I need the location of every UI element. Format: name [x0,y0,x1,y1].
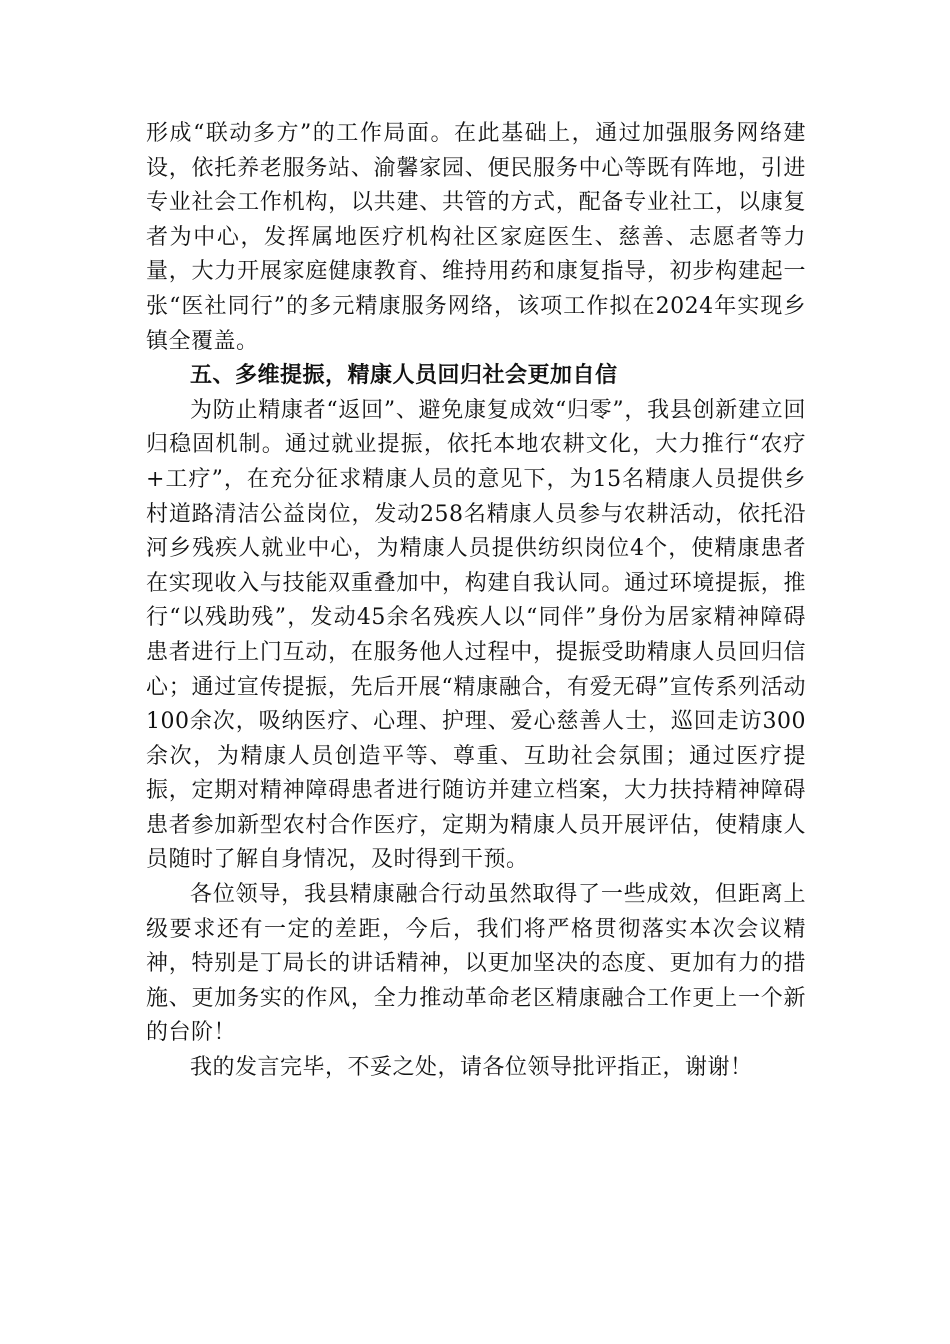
paragraph-network-building: 形成“联动多方”的工作局面。在此基础上，通过加强服务网络建设，依托养老服务站、渝馨家园、便民服务中心等既有阵地，引进专业社会工作机构，以共建、共管的方式，配备专业社工，以康复者为中心，发挥属地医疗机构社区家庭医生、慈善、志愿者等力量，大力开展家庭健康教育、维持用药和康复指导，初步构建起一张“医社同行”的多元精康服务网络，该项工作拟在2024年实现乡镇全覆盖。 [146,121,806,354]
paragraph-thanks: 我的发言完毕，不妥之处，请各位领导批评指正，谢谢！ [190,1055,753,1081]
paragraph-closing-remarks: 各位领导，我县精康融合行动虽然取得了一些成效，但距离上级要求还有一定的差距，今后，我们将严格贯彻落实本次会议精神，特别是丁局长的讲话精神，以更加坚决的态度、更加有力的措施、更加务实的作风，全力推动革命老区精康融合工作更上一个新的台阶！ [146,882,806,1046]
document-body [146,117,806,1086]
section-heading-five: 五、多维提振，精康人员回归社会更加自信 [190,363,618,389]
paragraph-return-mechanism: 为防止精康者“返回”、避免康复成效“归零”，我县创新建立回归稳固机制。通过就业提振，依托本地农耕文化，大力推行“农疗+工疗”，在充分征求精康人员的意见下，为15名精康人员提供乡村道路清洁公益岗位，发动258名精康人员参与农耕活动，依托沿河乡残疾人就业中心，为精康人员提供纺织岗位4个，使精康患者在实现收入与技能双重叠加中，构建自我认同。通过环境提振，推行“以残助残”，发动45余名残疾人以“同伴”身份为居家精神障碍患者进行上门互动，在服务他人过程中，提振受助精康人员回归信心；通过宣传提振，先后开展“精康融合，有爱无碍”宣传系列活动100余次，吸纳医疗、心理、护理、爱心慈善人士，巡回走访300余次，为精康人员创造平等、尊重、互助社会氛围；通过医疗提振，定期对精神障碍患者进行随访并建立档案，大力扶持精神障碍患者参加新型农村合作医疗，定期为精康人员开展评估，使精康人员随时了解自身情况，及时得到干预。 [146,397,806,873]
